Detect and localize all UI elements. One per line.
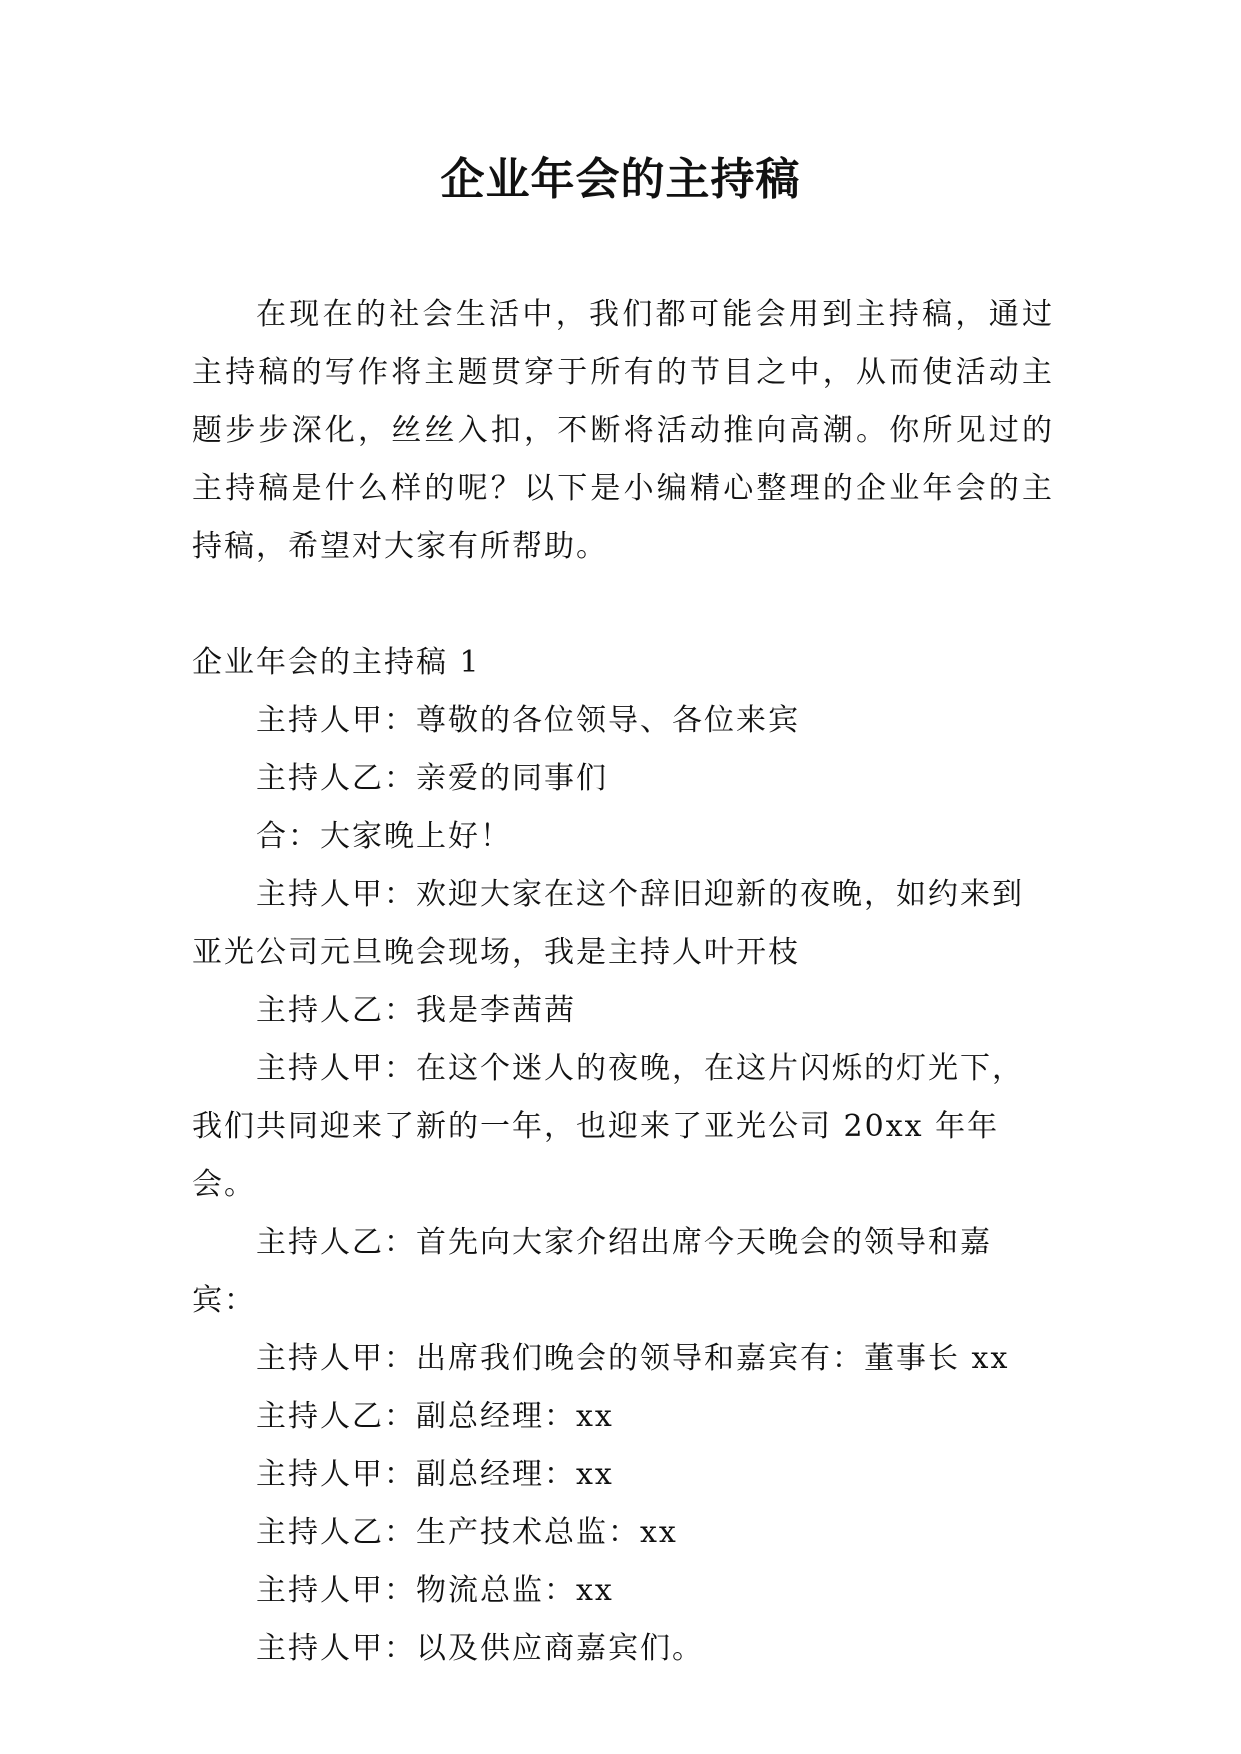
dialogue-line: 主持人甲：欢迎大家在这个辞旧迎新的夜晚，如约来到亚光公司元旦晚会现场，我是主持人叶开枝 bbox=[192, 877, 1024, 970]
dialogue-line: 主持人甲：出席我们晚会的领导和嘉宾有：董事长 xx bbox=[256, 1341, 1010, 1376]
dialogue-line: 主持人甲：以及供应商嘉宾们。 bbox=[256, 1631, 704, 1666]
dialogue-line: 主持人甲：物流总监：xx bbox=[256, 1573, 614, 1608]
intro-paragraph: 在现在的社会生活中，我们都可能会用到主持稿，通过主持稿的写作将主题贯穿于所有的节目之中，从而使活动主题步步深化，丝丝入扣，不断将活动推向高潮。你所见过的主持稿是什么样的呢？以下是小编精心整理的企业年会的主持稿，希望对大家有所帮助。 bbox=[192, 297, 1054, 564]
section-heading: 企业年会的主持稿 1 bbox=[192, 645, 481, 680]
dialogue-line: 主持人乙：亲爱的同事们 bbox=[256, 761, 608, 796]
dialogue-line: 主持人乙：副总经理：xx bbox=[256, 1399, 614, 1434]
page-title: 企业年会的主持稿 bbox=[440, 154, 801, 205]
dialogue-line: 主持人乙：首先向大家介绍出席今天晚会的领导和嘉宾： bbox=[192, 1225, 992, 1318]
dialogue-line: 主持人甲：尊敬的各位领导、各位来宾 bbox=[256, 703, 800, 738]
dialogue-line: 主持人乙：生产技术总监：xx bbox=[256, 1515, 678, 1550]
dialogue-line: 主持人乙：我是李茜茜 bbox=[256, 993, 576, 1028]
dialogue-line: 主持人甲：副总经理：xx bbox=[256, 1457, 614, 1492]
section-1 bbox=[192, 634, 1054, 1678]
dialogue-line: 合：大家晚上好！ bbox=[256, 819, 512, 854]
dialogue-line: 主持人甲：在这个迷人的夜晚，在这片闪烁的灯光下，我们共同迎来了新的一年，也迎来了亚光公司 20xx 年年会。 bbox=[192, 1051, 1024, 1202]
